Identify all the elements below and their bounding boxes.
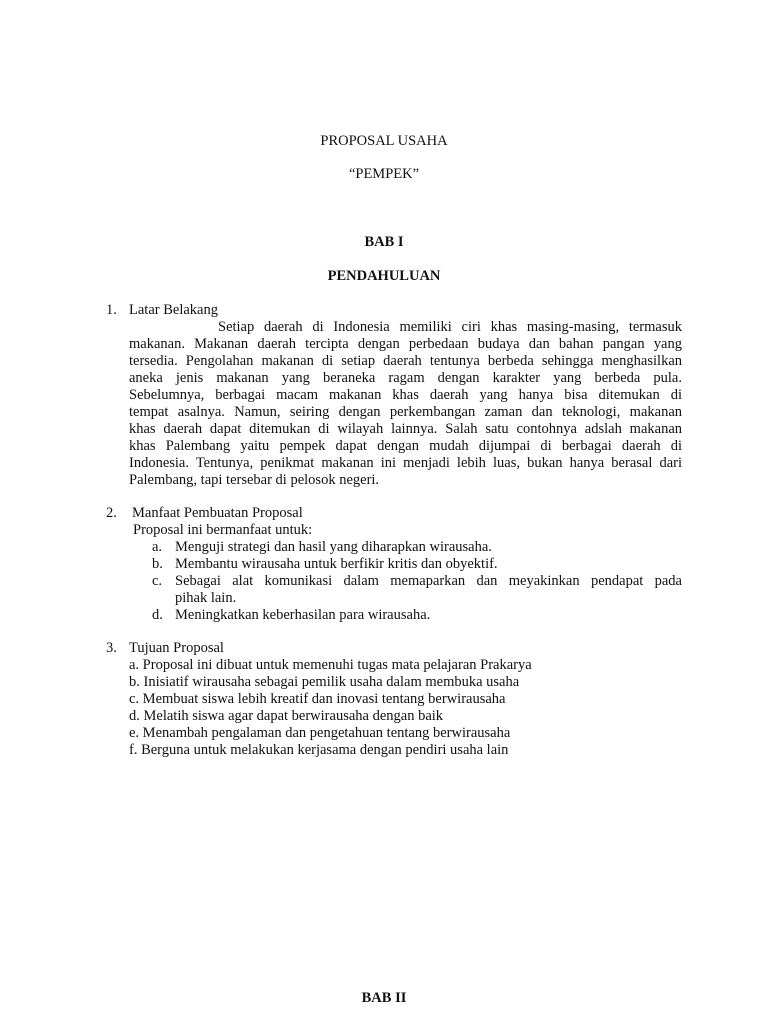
- paragraph-line: makanan. Makanan daerah tercipta dengan perbedaan budaya dan bahan pangan yang: [129, 336, 682, 352]
- section-3-number: 3.: [106, 640, 117, 656]
- list-marker: d.: [152, 607, 163, 623]
- list-marker: a.: [152, 539, 163, 555]
- list-marker: b.: [152, 556, 163, 572]
- list-item: Menguji strategi dan hasil yang diharapkan wirausaha.: [175, 539, 492, 555]
- paragraph-line: Palembang, tapi tersebar di pelosok negeri.: [129, 472, 380, 488]
- paragraph-line: Indonesia. Tentunya, penikmat makanan ini menjadi lebih luas, bukan hanya berasal dari: [129, 455, 682, 471]
- list-item: Membantu wirausaha untuk berfikir kritis dan obyektif.: [175, 556, 498, 572]
- list-item: Sebagai alat komunikasi dalam memaparkan dan meyakinkan pendapat pada: [175, 573, 682, 589]
- chapter-1-title: PENDAHULUAN: [327, 268, 441, 284]
- list-item: f. Berguna untuk melakukan kerjasama dengan pendiri usaha lain: [129, 742, 509, 758]
- section-2-number: 2.: [106, 505, 117, 521]
- list-marker: c.: [152, 573, 163, 589]
- section-2-heading: Manfaat Pembuatan Proposal: [132, 505, 303, 521]
- list-item: e. Menambah pengalaman dan pengetahuan tentang berwirausaha: [129, 725, 511, 741]
- list-item: Meningkatkan keberhasilan para wirausaha.: [175, 607, 431, 623]
- paragraph-line: khas Palembang yaitu pempek dapat dengan mudah dijumpai di berbagai daerah di: [129, 438, 682, 454]
- list-item: a. Proposal ini dibuat untuk memenuhi tugas mata pelajaran Prakarya: [129, 657, 532, 673]
- document-subtitle: “PEMPEK”: [348, 166, 420, 182]
- paragraph-line: khas daerah dapat ditemukan di wilayah lainnya. Salah satu contohnya adslah makanan: [129, 421, 682, 437]
- list-item: b. Inisiatif wirausaha sebagai pemilik usaha dalam membuka usaha: [129, 674, 520, 690]
- paragraph-line: tempat asalnya. Namun, seiring dengan perkembangan zaman dan teknologi, makanan: [129, 404, 682, 420]
- paragraph-line: aneka jenis makanan yang beraneka ragam dengan karakter yang berbeda pula.: [129, 370, 682, 386]
- list-item: d. Melatih siswa agar dapat berwirausaha dengan baik: [129, 708, 444, 724]
- list-item-continuation: pihak lain.: [175, 590, 237, 606]
- section-3-heading: Tujuan Proposal: [129, 640, 224, 656]
- document-title: PROPOSAL USAHA: [320, 133, 448, 149]
- section-1-heading: Latar Belakang: [129, 302, 218, 318]
- section-1-number: 1.: [106, 302, 117, 318]
- chapter-2-number: BAB II: [361, 990, 407, 1006]
- paragraph-line: Setiap daerah di Indonesia memiliki ciri khas masing-masing, termasuk: [218, 319, 682, 335]
- chapter-1-number: BAB I: [364, 234, 404, 250]
- paragraph-line: Sebelumnya, berbagai macam makanan khas daerah yang hanya bisa ditemukan di: [129, 387, 682, 403]
- list-item: c. Membuat siswa lebih kreatif dan inovasi tentang berwirausaha: [129, 691, 506, 707]
- paragraph-line: tersedia. Pengolahan makanan di setiap daerah tentunya berbeda sehingga menghasilkan: [129, 353, 682, 369]
- section-2-intro: Proposal ini bermanfaat untuk:: [133, 522, 313, 538]
